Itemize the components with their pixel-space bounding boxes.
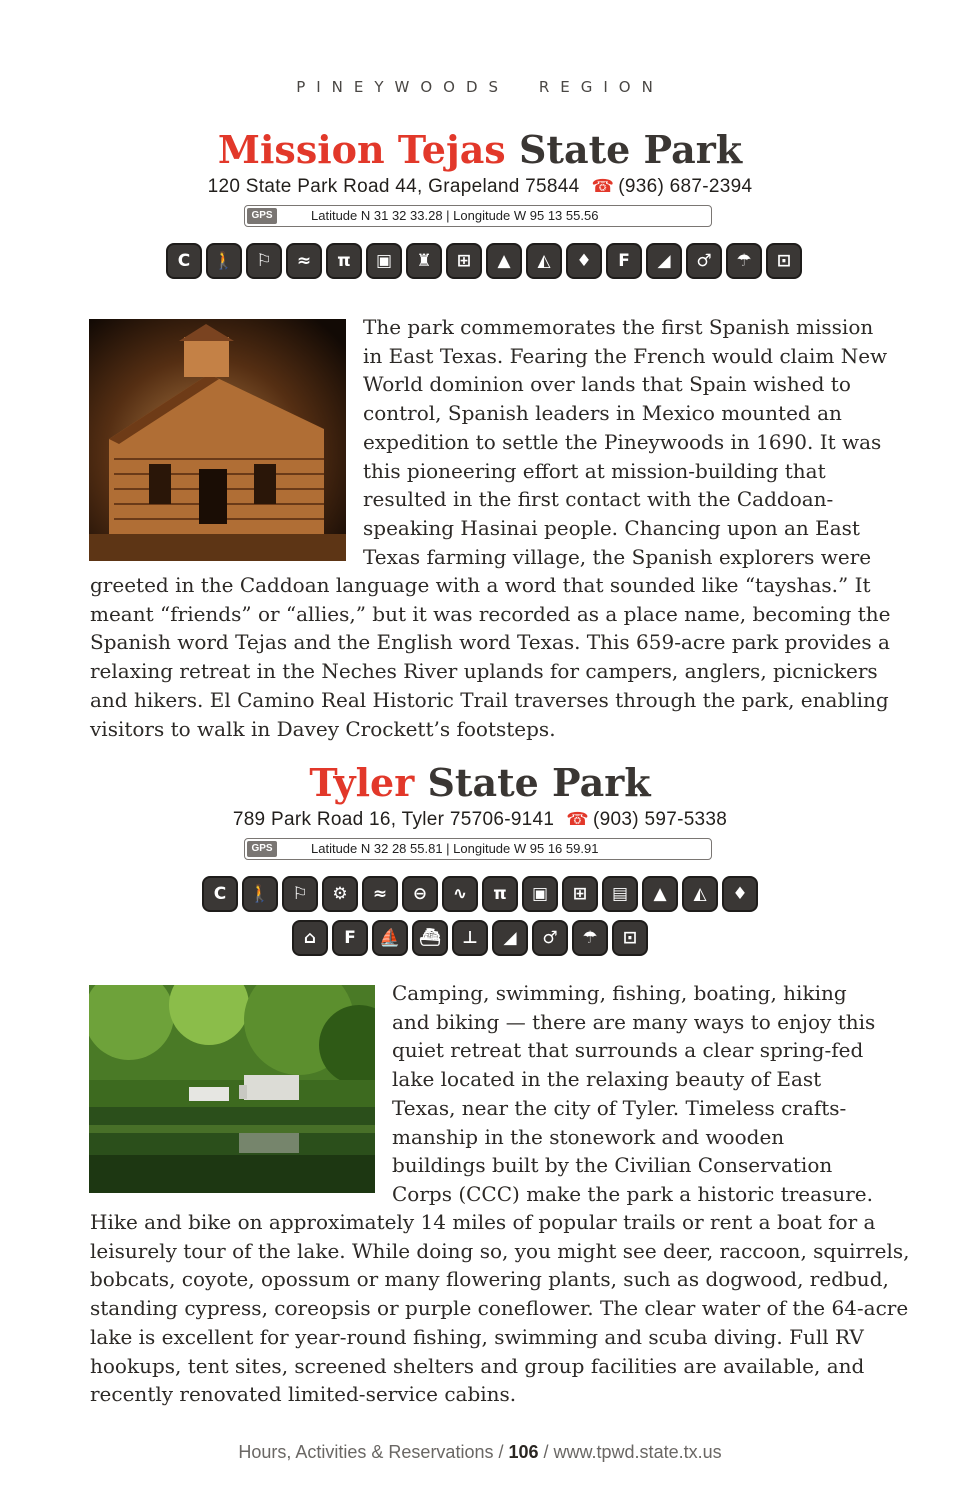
camping-icon: ▲ (642, 876, 678, 912)
park-phone: (936) 687-2394 (618, 176, 753, 197)
picnicking-icon: π (326, 243, 362, 279)
text-line: buildings built by the Civilian Conservation (392, 1153, 833, 1178)
text-line: Spanish word Tejas and the English word Texas. This 659-acre park provides a (90, 630, 890, 655)
boat-ramp-icon: ◢ (492, 920, 528, 956)
swimming-icon: ∿ (442, 876, 478, 912)
footer-url: / www.tpwd.state.tx.us (538, 1442, 722, 1462)
buoy-icon: ⊖ (402, 876, 438, 912)
text-line: bobcats, coyote, opossum or many flowering plants, such as dogwood, redbud, (90, 1267, 889, 1292)
region-heading: PINEYWOODS REGION (296, 78, 664, 96)
park-title-accent: Mission Tejas (217, 127, 506, 172)
camping-icon: ▲ (486, 243, 522, 279)
text-line: speaking Hasinai people. Chancing upon an East (363, 515, 860, 540)
gps-coordinates: Latitude N 32 28 55.81 | Longitude W 95 16 59.91 (311, 841, 599, 856)
cabin-icon: ⌂ (292, 920, 328, 956)
group-picnic-icon: ⊞ (446, 243, 482, 279)
text-line: leisurely tour of the lake. While doing so, you might see deer, raccoon, squirrels, (90, 1238, 910, 1263)
text-line: relaxing retreat in the Neches River uplands for campers, anglers, picnickers (90, 659, 878, 684)
restroom-icon: ♦ (566, 243, 602, 279)
mission-building-image (89, 319, 346, 561)
fuel-icon: F (606, 243, 642, 279)
text-line: The park commemorates the first Spanish mission (363, 315, 874, 339)
phone-icon: ☎ (566, 809, 590, 829)
restroom-icon: ♦ (722, 876, 758, 912)
fishing-pier-icon: ⊥ (452, 920, 488, 956)
text-line: lake located in the relaxing beauty of East (392, 1067, 822, 1092)
water-campsite-icon: ◭ (682, 876, 718, 912)
historic-site-icon: ♜ (406, 243, 442, 279)
park-address-line (0, 176, 960, 198)
boat-rental-icon: ⛵ (372, 920, 408, 956)
fishing-icon: ≈ (286, 243, 322, 279)
page-footer (0, 1442, 960, 1463)
interpretive-trail-icon: ⚐ (282, 876, 318, 912)
park-title-tyler (0, 761, 960, 805)
ccc-icon: C (166, 243, 202, 279)
phone-icon: ☎ (591, 176, 615, 196)
hiking-icon: 🚶 (242, 876, 278, 912)
text-line: quiet retreat that surrounds a clear spring-fed (392, 1038, 864, 1063)
gps-coordinates: Latitude N 31 32 33.28 | Longitude W 95 13 55.56 (311, 208, 599, 223)
fuel-icon: F (332, 920, 368, 956)
fishing-icon: ≈ (362, 876, 398, 912)
text-line: Texas, near the city of Tyler. Timeless crafts- (392, 1095, 847, 1120)
water-campsite-icon: ◭ (526, 243, 562, 279)
text-line: Texas farming village, the Spanish explorers were (363, 544, 872, 569)
description-full (90, 1208, 910, 1409)
text-line: lake is excellent for year-round fishing, swimming and scuba diving. Full RV (90, 1324, 864, 1349)
picnicking-icon: π (482, 876, 518, 912)
hiking-icon: 🚶 (206, 243, 242, 279)
text-line: Camping, swimming, fishing, boating, hiking (392, 981, 847, 1005)
lake-camp-image (89, 985, 375, 1193)
park-title-rest: State Park (505, 127, 743, 172)
park-phone: (903) 597-5338 (593, 809, 728, 830)
description-wrap (363, 313, 888, 571)
amenity-icons-tyler-row2 (292, 920, 648, 956)
gps-bar (244, 205, 712, 227)
boat-ramp-icon: ◢ (646, 243, 682, 279)
text-line: and hikers. El Camino Real Historic Trail traverses through the park, enabling (90, 687, 889, 712)
gift-shop-icon: ▣ (522, 876, 558, 912)
rv-dump-icon: ⊡ (766, 243, 802, 279)
text-line: greeted in the Caddoan language with a word that sounded like “tayshas.” It (90, 573, 871, 597)
description-full (90, 571, 891, 743)
text-line: in East Texas. Fearing the French would claim New (363, 343, 888, 368)
restrooms-icon: ♂ (532, 920, 568, 956)
boating-icon: ⛴ (412, 920, 448, 956)
text-line: control, Spanish leaders in Mexico mounted an (363, 401, 842, 426)
amenity-icons-tyler-row1 (202, 876, 758, 912)
showers-icon: ☂ (726, 243, 762, 279)
text-line: this pioneering effort at mission-building that (363, 458, 826, 483)
interpretive-trail-icon: ⚐ (246, 243, 282, 279)
page-number: 106 (508, 1442, 539, 1462)
showers-icon: ☂ (572, 920, 608, 956)
ccc-icon: C (202, 876, 238, 912)
park-address-line (0, 809, 960, 831)
text-line: recently renovated limited-service cabins. (90, 1382, 517, 1407)
group-picnic-icon: ⊞ (562, 876, 598, 912)
footer-left: Hours, Activities & Reservations / (238, 1442, 509, 1462)
text-line: Corps (CCC) make the park a historic treasure. (392, 1181, 873, 1206)
park-title-accent: Tyler (309, 760, 415, 805)
park-address: 120 State Park Road 44, Grapeland 75844 (207, 176, 580, 197)
text-line: expedition to settle the Pineywoods in 1690. It was (363, 429, 882, 454)
description-wrap (392, 979, 876, 1209)
screened-shelter-icon: ▤ (602, 876, 638, 912)
text-line: standing cypress, coreopsis or purple coneflower. The clear water of the 64-acre (90, 1296, 909, 1321)
tyler-photo (89, 985, 375, 1193)
text-line: World dominion over lands that Spain wished to (363, 372, 851, 397)
amenity-icons-mission-tejas (166, 243, 802, 279)
park-title-rest: State Park (414, 760, 651, 805)
text-line: Hike and bike on approximately 14 miles of popular trails or rent a boat for a (90, 1210, 876, 1234)
gps-tag: GPS (247, 841, 277, 857)
gps-bar (244, 838, 712, 860)
text-line: and biking — there are many ways to enjoy this (392, 1009, 876, 1034)
text-line: resulted in the first contact with the Caddoan- (363, 487, 834, 512)
park-title-mission-tejas (0, 128, 960, 172)
restrooms-icon: ♂ (686, 243, 722, 279)
gps-tag: GPS (247, 208, 277, 224)
text-line: hookups, tent sites, screened shelters and group facilities are available, and (90, 1353, 865, 1378)
text-line: meant “friends” or “allies,” but it was recorded as a place name, becoming the (90, 601, 891, 626)
park-address: 789 Park Road 16, Tyler 75706-9141 (232, 809, 555, 830)
text-line: manship in the stonework and wooden (392, 1124, 785, 1149)
biking-icon: ⚙ (322, 876, 358, 912)
rv-dump-icon: ⊡ (612, 920, 648, 956)
mission-photo (89, 319, 346, 561)
gift-shop-icon: ▣ (366, 243, 402, 279)
text-line: visitors to walk in Davey Crockett’s footsteps. (90, 716, 556, 741)
